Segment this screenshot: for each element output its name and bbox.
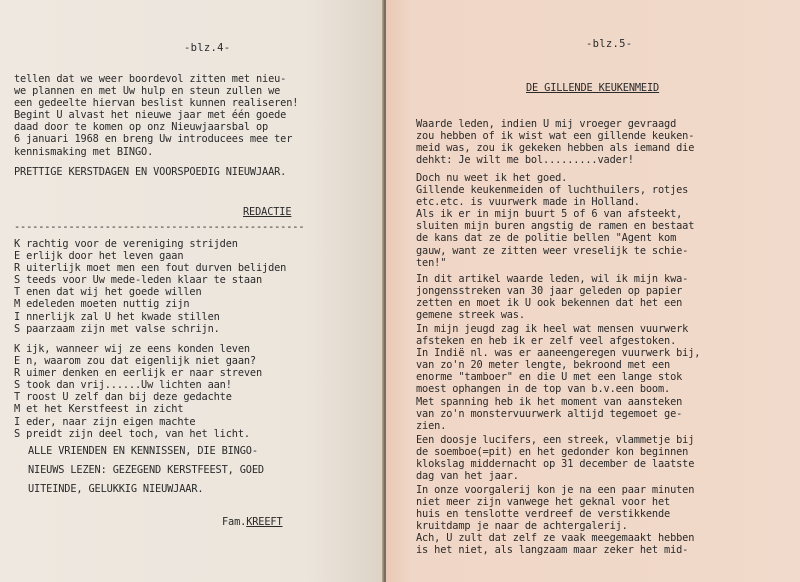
intro-text <box>14 73 298 158</box>
text-line: Als ik er in mijn buurt 5 of 6 van afsteekt, <box>416 208 683 221</box>
text-line: zetten en moet ik U ook bekennen dat het een <box>416 297 683 310</box>
text-line: gauw, want ze zitten weer vreselijk te schie- <box>416 244 689 257</box>
text-line: zou hebben of ik wist wat een gillende keuken- <box>416 130 695 143</box>
signature-prefix: Fam. <box>222 516 247 528</box>
text-line: meid was, zou ik gekeken hebben als iemand die <box>416 142 695 155</box>
text-line: Doch nu weet ik het goed. <box>416 172 568 184</box>
text-line: klokslag middernacht op 31 december de laatste <box>416 458 695 471</box>
text-line: ALLE VRIENDEN EN KENNISSEN, DIE BINGO- <box>28 445 258 457</box>
editor-signature: REDACTIE <box>243 206 292 218</box>
text-line: kennismaking met BINGO. <box>14 145 154 158</box>
article-paragraph <box>416 273 688 321</box>
text-line: In dit artikel waarde leden, wil ik mijn kwa- <box>416 273 689 285</box>
text-line: tellen dat we weer boordevol zitten met nieu- <box>14 73 287 85</box>
text-line: Een doosje lucifers, een streek, vlammetje bij <box>416 434 695 446</box>
text-line: de kans dat ze de politie bellen "Agent kom <box>416 232 677 245</box>
text-line: enorme "tamboer" en die U met een lange stok <box>416 371 683 384</box>
text-line: niet meer zijn vanwege het geknal voor het <box>416 496 671 509</box>
left-page <box>0 0 384 582</box>
text-line: E n, waarom zou dat eigenlijk niet gaan? <box>14 355 256 368</box>
text-line: E erlijk door het leven gaan <box>14 250 184 263</box>
article-paragraph <box>416 484 694 557</box>
closing-wishes <box>28 442 264 499</box>
page-number-right: -blz.5- <box>586 38 633 50</box>
text-line: R uimer denken en eerlijk er naar streven <box>14 367 263 380</box>
text-line: Gillende keukenmeiden of luchthuilers, rotjes <box>416 184 689 197</box>
text-line: M edeleden moeten nuttig zijn <box>14 298 190 311</box>
text-line: In mijn jeugd zag ik heel wat mensen vuurwerk <box>416 323 689 335</box>
text-line: K rachtig voor de vereniging strijden <box>14 238 238 250</box>
text-line: S paarzaam zijn met valse schrijn. <box>14 322 220 335</box>
text-line: T roost U zelf dan bij deze gedachte <box>14 391 232 404</box>
acrostic-poem-2 <box>14 343 262 440</box>
text-line: In onze voorgalerij kon je na een paar minuten <box>416 484 695 496</box>
text-line: Ach, U zult dat zelf ze vaak meegemaakt hebben <box>416 532 695 545</box>
text-line: gemene streek was. <box>416 309 525 322</box>
text-line: we plannen en met Uw hulp en steun zullen we <box>14 85 281 98</box>
page-number-left: -blz.4- <box>184 42 231 54</box>
text-line: 6 januari 1968 en breng Uw introducees mee ter <box>14 133 293 146</box>
text-line: kruitdamp je naar de achtergalerij. <box>416 520 628 533</box>
text-line: huis en tenslotte verdreef de verstikkende <box>416 508 671 521</box>
text-line: UITEINDE, GELUKKIG NIEUWJAAR. <box>28 483 204 495</box>
text-line: een gedeelte hiervan beslist kunnen realiseren! <box>14 97 299 110</box>
text-line: zien. <box>416 419 447 432</box>
text-line: van zo'n monstervuurwerk altijd tegemoet ge- <box>416 407 683 420</box>
text-line: Begint U alvast het nieuwe jaar met één goede <box>14 109 287 122</box>
text-line: Waarde leden, indien U mij vroeger gevraagd <box>416 118 677 130</box>
text-line: ten!" <box>416 256 447 269</box>
text-line: S teeds voor Uw mede-leden klaar te staan <box>14 274 263 287</box>
acrostic-poem-1 <box>14 238 286 335</box>
article-title: DE GILLENDE KEUKENMEID <box>526 82 660 94</box>
article-paragraph <box>416 118 694 166</box>
text-line: daad door te komen op onz Nieuwjaarsbal op <box>14 121 269 134</box>
text-line: Met spanning heb ik het moment van aansteken <box>416 395 683 408</box>
text-line: afsteken en heb ik er zelf veel afgestoken. <box>416 335 677 348</box>
text-line: I nnerlijk zal U het kwade stillen <box>14 310 220 323</box>
text-line: M et het Kerstfeest in zicht <box>14 403 184 416</box>
text-line: sluiten mijn buren angstig de ramen en bestaat <box>416 220 695 233</box>
text-line: S preidt zijn deel toch, van het licht. <box>14 427 250 440</box>
article-paragraph <box>416 323 700 432</box>
text-line: S took dan vrij......Uw lichten aan! <box>14 379 232 392</box>
text-line: K ijk, wanneer wij ze eens konden leven <box>14 343 250 355</box>
divider: ------------------------------------------------ <box>14 221 305 233</box>
text-line: R uiterlijk moet men een fout durven belijden <box>14 262 287 275</box>
text-line: van zo'n 20 meter lengte, bekroond met een <box>416 359 671 372</box>
signature-name: KREEFT <box>246 516 283 528</box>
text-line: T enen dat wij het goede willen <box>14 286 202 299</box>
text-line: In Indië nl. was er aaneengeregen vuurwerk bij, <box>416 347 701 360</box>
greeting: PRETTIGE KERSTDAGEN EN VOORSPOEDIG NIEUWJAAR. <box>14 166 287 178</box>
text-line: NIEUWS LEZEN: GEZEGEND KERSTFEEST, GOED <box>28 464 264 476</box>
article-paragraph <box>416 172 694 269</box>
text-line: etc.etc. is vuurwerk made in Holland. <box>416 196 640 209</box>
text-line: jongensstreken van 30 jaar geleden op papier <box>416 285 683 298</box>
family-signature <box>222 516 283 528</box>
right-page <box>386 0 800 582</box>
text-line: I eder, naar zijn eigen machte <box>14 415 196 428</box>
text-line: de soemboe(=pit) en het gedonder kon beginnen <box>416 446 689 459</box>
article-paragraph <box>416 434 694 482</box>
text-line: dehkt: Je wilt me bol.........vader! <box>416 154 634 167</box>
text-line: moest ophangen in de top van b.v.een boom. <box>416 383 671 396</box>
text-line: dag van het jaar. <box>416 470 519 483</box>
text-line: is het niet, als langzaam maar zeker het mid- <box>416 544 689 557</box>
